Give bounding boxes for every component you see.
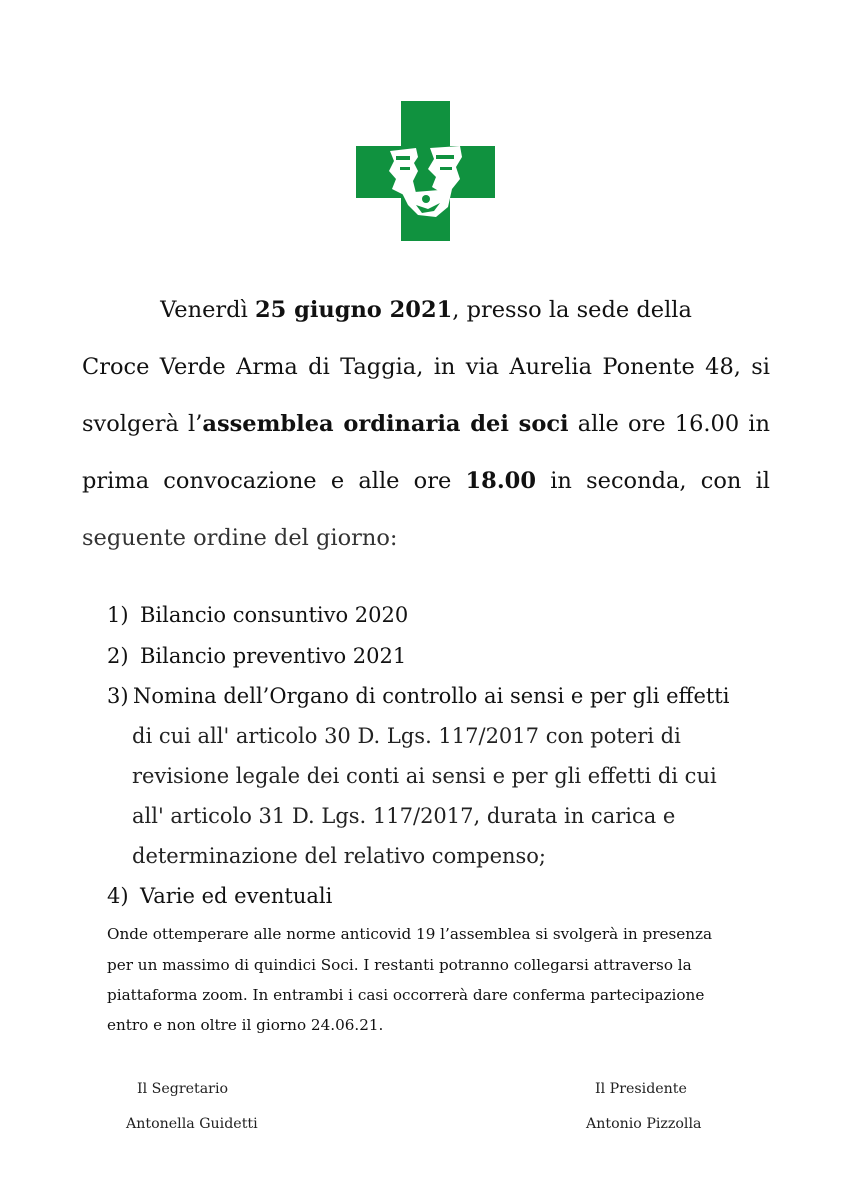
meeting-date: 25 giugno 2021 (254, 297, 453, 323)
list-text: Bilancio consuntivo 2020 (140, 603, 409, 627)
intro-line-3 (82, 410, 770, 438)
notice-line: Onde ottemperare alle norme anticovid 19 l’assemblea si svolgerà in presenza (107, 925, 713, 943)
secretary-role: Il Segretario (137, 1081, 229, 1097)
list-number: 2) (107, 644, 129, 668)
notice-line: entro e non oltre il giorno 24.06.21. (107, 1016, 384, 1034)
list-number: 4) (107, 884, 129, 908)
intro-text: , presso la sede della (452, 297, 692, 323)
list-text: Varie ed eventuali (140, 884, 333, 908)
list-text-continuation: revisione legale dei conti ai sensi e per gli effetti di cui (132, 764, 717, 788)
second-call-time: 18.00 (465, 468, 536, 494)
meeting-type: assemblea ordinaria dei soci (202, 411, 569, 437)
list-text: Bilancio preventivo 2021 (140, 644, 407, 668)
croce-verde-logo (356, 101, 495, 241)
president-role: Il Presidente (595, 1081, 687, 1097)
list-text-continuation: di cui all' articolo 30 D. Lgs. 117/2017 con poteri di (132, 724, 681, 748)
president-name: Antonio Pizzolla (586, 1116, 702, 1132)
green-cross-icon (356, 101, 495, 241)
list-number: 1) (107, 603, 129, 627)
notice-line: per un massimo di quindici Soci. I restanti potranno collegarsi attraverso la (107, 956, 692, 974)
intro-text: svolgerà l’ (82, 411, 203, 437)
list-text-continuation: all' articolo 31 D. Lgs. 117/2017, durata in carica e (132, 804, 676, 828)
intro-text: alle ore 16.00 in (568, 411, 770, 437)
notice-line: piattaforma zoom. In entrambi i casi occorrerà dare conferma partecipazione (107, 986, 705, 1004)
intro-line-4 (82, 467, 770, 495)
list-text-continuation: determinazione del relativo compenso; (132, 844, 547, 868)
list-text: Nomina dell’Organo di controllo ai sensi e per gli effetti (133, 684, 730, 708)
list-number: 3) (107, 684, 129, 708)
intro-text: prima convocazione e alle ore (82, 468, 466, 494)
intro-line-2: Croce Verde Arma di Taggia, in via Aurelia Ponente 48, si (82, 354, 770, 380)
secretary-name: Antonella Guidetti (126, 1116, 258, 1132)
intro-line-5: seguente ordine del giorno: (82, 525, 398, 551)
intro-text: in seconda, con il (535, 468, 771, 494)
intro-text: Venerdì (160, 297, 255, 323)
intro-line-1 (82, 296, 770, 324)
